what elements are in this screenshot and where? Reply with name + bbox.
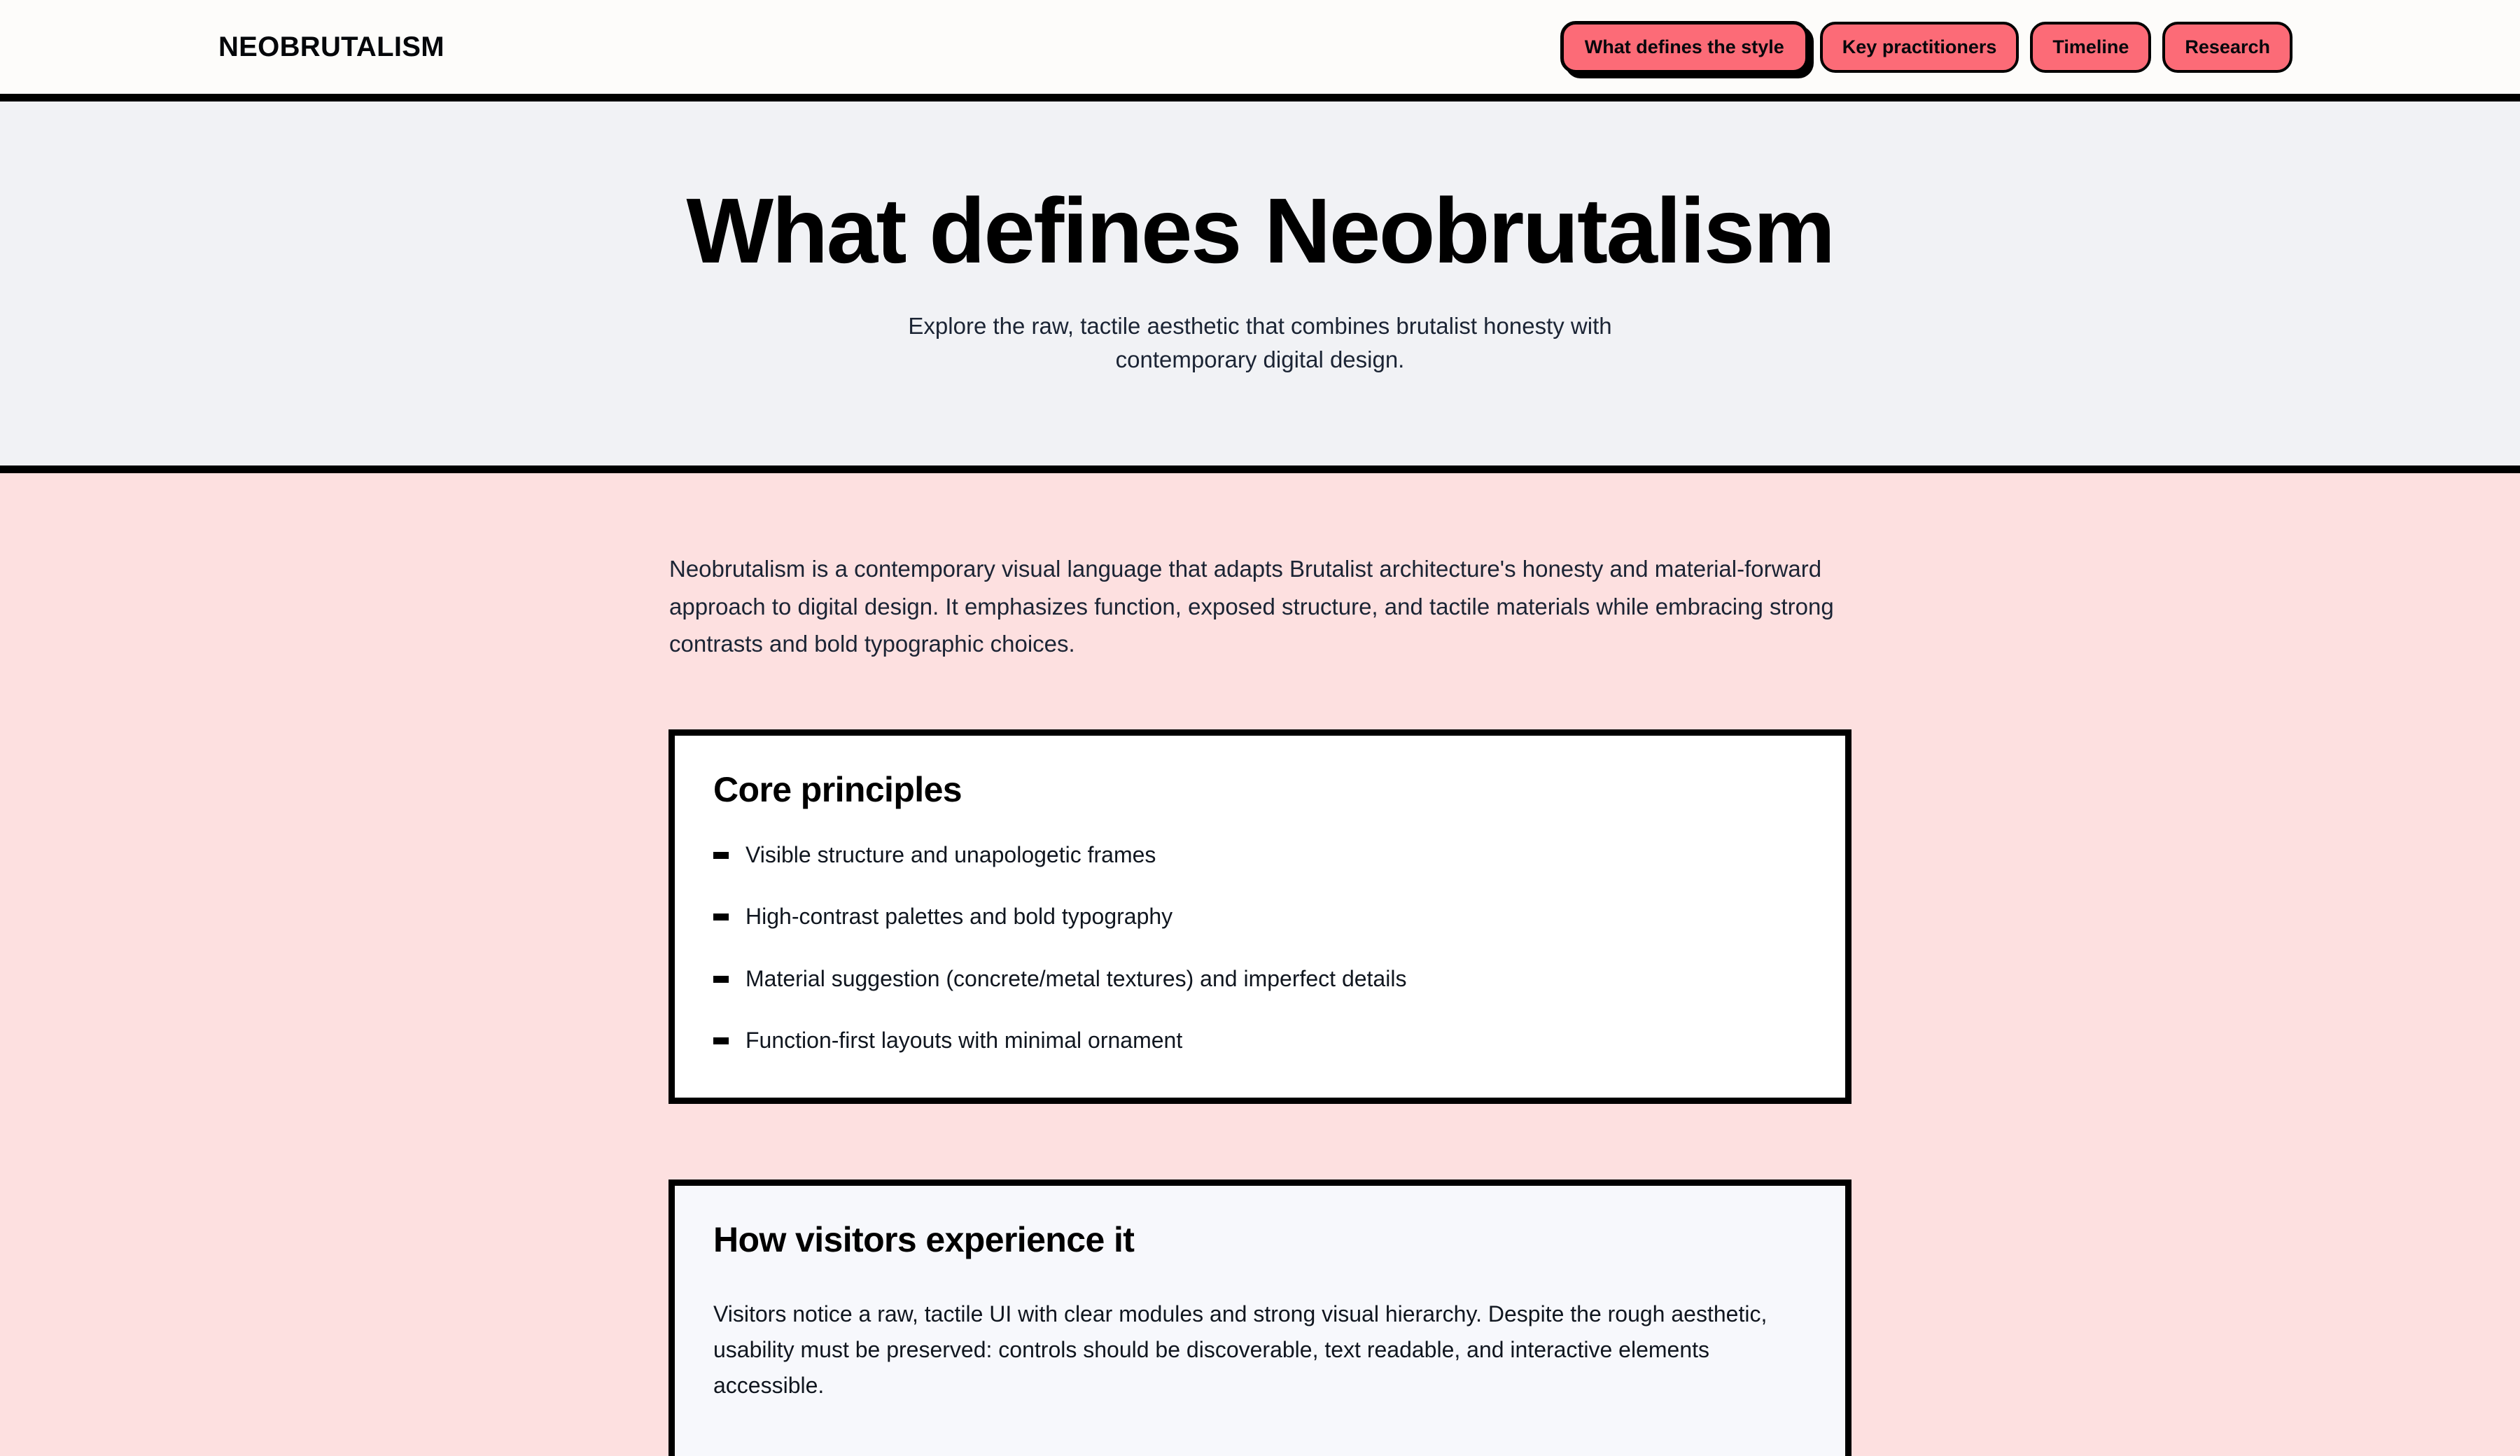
bullet-dash-icon (713, 913, 729, 920)
list-item (713, 965, 1807, 994)
hero-section (0, 102, 2520, 473)
nav-item-research[interactable]: Research (2162, 22, 2292, 73)
list-item-label: High-contrast palettes and bold typography (746, 904, 1173, 930)
card-title-how-visitors-experience-it: How visitors experience it (713, 1220, 1135, 1260)
main-content (0, 473, 2520, 1456)
list-item-label: Visible structure and unapologetic frames (746, 841, 1156, 867)
nav-item-what-defines-the-style[interactable]: What defines the style (1560, 21, 1809, 74)
card-core-principles (668, 729, 1851, 1104)
list-item-label: Function-first layouts with minimal ornament (746, 1028, 1183, 1054)
list-item (713, 841, 1807, 870)
page-title: What defines Neobrutalism (686, 179, 1834, 282)
bullet-dash-icon (713, 976, 729, 983)
list-item-label: Material suggestion (concrete/metal textures) and imperfect details (746, 965, 1407, 991)
site-header (0, 0, 2520, 102)
nav-item-timeline[interactable]: Timeline (2030, 22, 2151, 73)
intro-paragraph: Neobrutalism is a contemporary visual language that adapts Brutalist architecture's honesty and material-forward approach to digital design. It emphasizes function, exposed structure, and tactile materials while embracing strong contrasts and bold typographic choices. (669, 556, 1834, 657)
hero-subtitle: Explore the raw, tactile aesthetic that combines brutalist honesty with contemporary digital design. (908, 312, 1612, 373)
bullet-dash-icon (713, 852, 729, 859)
card-title-core-principles: Core principles (713, 769, 962, 809)
list-item (713, 1026, 1807, 1056)
card-how-visitors-experience-it (668, 1180, 1851, 1456)
primary-navigation (1560, 21, 2292, 74)
nav-item-key-practitioners[interactable]: Key practitioners (1820, 22, 2019, 73)
list-item (713, 902, 1807, 932)
brand-logo[interactable]: NEOBRUTALISM (218, 31, 444, 62)
bullet-dash-icon (713, 1037, 729, 1044)
card-body-how-visitors-experience-it: Visitors notice a raw, tactile UI with clear modules and strong visual hierarchy. Despite the rough aesthetic, usability must be preserved: controls should be discoverable, text readable, and interactive elements accessible. (713, 1301, 1768, 1399)
content-wrapper (668, 550, 1851, 1456)
core-principles-list (713, 841, 1807, 1056)
